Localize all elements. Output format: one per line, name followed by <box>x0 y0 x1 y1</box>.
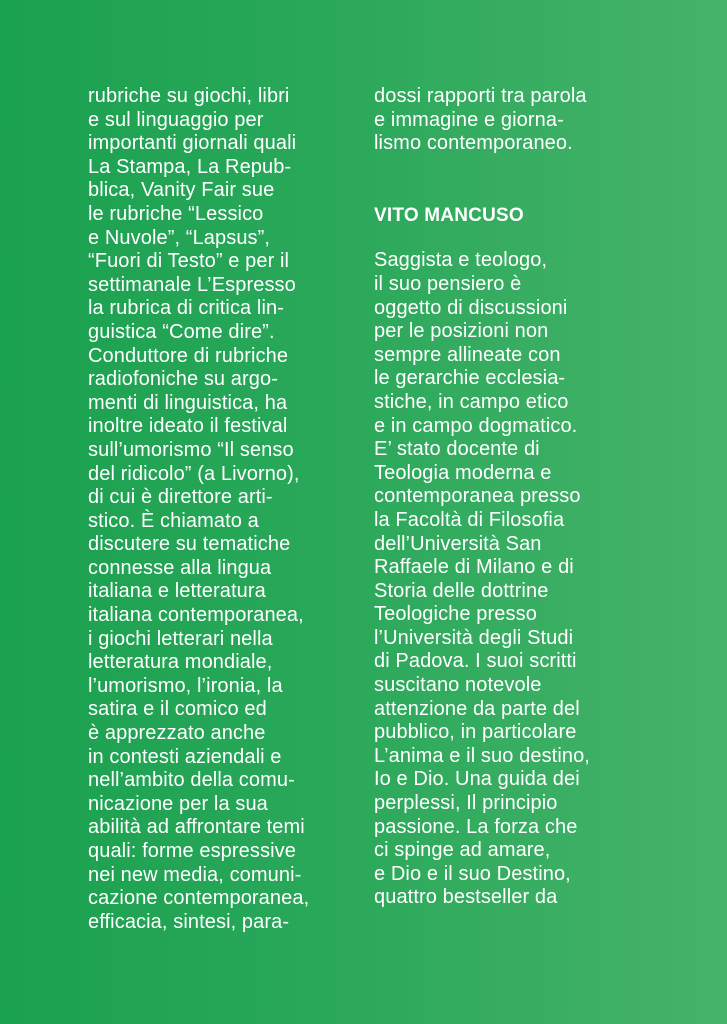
text-line: il suo pensiero è <box>374 272 522 295</box>
text-line: blica, Vanity Fair sue <box>88 179 275 202</box>
text-line: i giochi letterari nella <box>88 627 273 650</box>
text-line: E’ stato docente di <box>374 438 540 461</box>
text-line: cazione contemporanea, <box>88 887 310 910</box>
text-line: Teologiche presso <box>374 603 537 626</box>
text-line: Raffaele di Milano e di <box>374 556 574 579</box>
text-line: attenzione da parte del <box>374 697 580 720</box>
text-line: italiana contemporanea, <box>88 604 304 627</box>
text-line: l’Università degli Studi <box>374 626 574 649</box>
text-line: discutere su tematiche <box>88 533 291 556</box>
text-line: settimanale L’Espresso <box>88 273 296 296</box>
text-line: nei new media, comuni- <box>88 863 302 886</box>
text-line: “Fuori di Testo” e per il <box>88 250 290 273</box>
text-line: e Nuvole”, “Lapsus”, <box>88 226 271 249</box>
biography-paragraph <box>374 249 649 910</box>
text-line: nicazione per la sua <box>88 792 268 815</box>
section-heading: VITO MANCUSO <box>374 204 524 226</box>
text-line: inoltre ideato il festival <box>88 415 288 438</box>
text-line: dell’Università San <box>374 532 542 555</box>
text-line: stico. È chiamato a <box>88 509 259 532</box>
text-line: stiche, in campo etico <box>374 390 569 413</box>
text-line: perplessi, Il principio <box>374 792 558 815</box>
text-line: quattro bestseller da <box>374 886 558 909</box>
text-line: ci spinge ad amare, <box>374 839 551 862</box>
text-line: per le posizioni non <box>374 320 549 343</box>
intro-paragraph <box>374 85 649 156</box>
text-line: lismo contemporaneo. <box>374 132 573 155</box>
text-line: passione. La forza che <box>374 815 578 838</box>
text-line: le rubriche “Lessico <box>88 202 264 225</box>
text-line: l’umorismo, l’ironia, la <box>88 674 283 697</box>
left-column <box>88 85 358 934</box>
text-line: italiana e letteratura <box>88 580 266 603</box>
text-line: la rubrica di critica lin- <box>88 297 284 320</box>
text-line: contemporanea presso <box>374 485 581 508</box>
text-line: di Padova. I suoi scritti <box>374 650 577 673</box>
text-line: è apprezzato anche <box>88 722 266 745</box>
text-line: menti di linguistica, ha <box>88 391 288 414</box>
text-line: sempre allineate con <box>374 343 561 366</box>
text-line: del ridicolo” (a Livorno), <box>88 462 300 485</box>
text-line: Conduttore di rubriche <box>88 344 289 367</box>
text-line: Storia delle dottrine <box>374 579 549 602</box>
text-line: rubriche su giochi, libri <box>88 85 290 107</box>
text-line: oggetto di discussioni <box>374 296 568 319</box>
text-line: satira e il comico ed <box>88 698 267 721</box>
text-line: quali: forme espressive <box>88 840 296 862</box>
text-line: L’anima e il suo destino, <box>374 744 590 767</box>
text-line: La Stampa, La Repub- <box>88 155 292 178</box>
text-line: e in campo dogmatico. <box>374 414 578 437</box>
text-line: pubblico, in particolare <box>374 721 577 744</box>
text-line: importanti giornali quali <box>88 132 297 155</box>
text-line: efficacia, sintesi, para- <box>88 910 290 933</box>
text-line: radiofoniche su argo- <box>88 368 278 391</box>
text-line: connesse alla lingua <box>88 556 272 579</box>
text-line: guistica “Come dire”. <box>88 320 275 343</box>
text-line: letteratura mondiale, <box>88 651 273 674</box>
text-line: nell’ambito della comu- <box>88 769 295 792</box>
text-line: e sul linguaggio per <box>88 108 264 131</box>
text-line: Io e Dio. Una guida dei <box>374 768 580 791</box>
text-line: di cui è direttore arti- <box>88 486 273 509</box>
text-line: in contesti aziendali e <box>88 745 282 768</box>
text-line: Saggista e teologo, <box>374 249 548 272</box>
text-line: abilità ad affrontare temi <box>88 816 305 839</box>
text-line: sull’umorismo “Il senso <box>88 438 294 461</box>
text-line: suscitano notevole <box>374 674 542 697</box>
text-line: le gerarchie ecclesia- <box>374 367 566 390</box>
text-line: la Facoltà di Filosofia <box>374 508 565 531</box>
text-line: dossi rapporti tra parola <box>374 85 587 107</box>
text-line: e Dio e il suo Destino, <box>374 862 571 885</box>
right-column <box>374 85 649 910</box>
text-line: e immagine e giorna- <box>374 108 564 131</box>
text-line: Teologia moderna e <box>374 461 552 484</box>
